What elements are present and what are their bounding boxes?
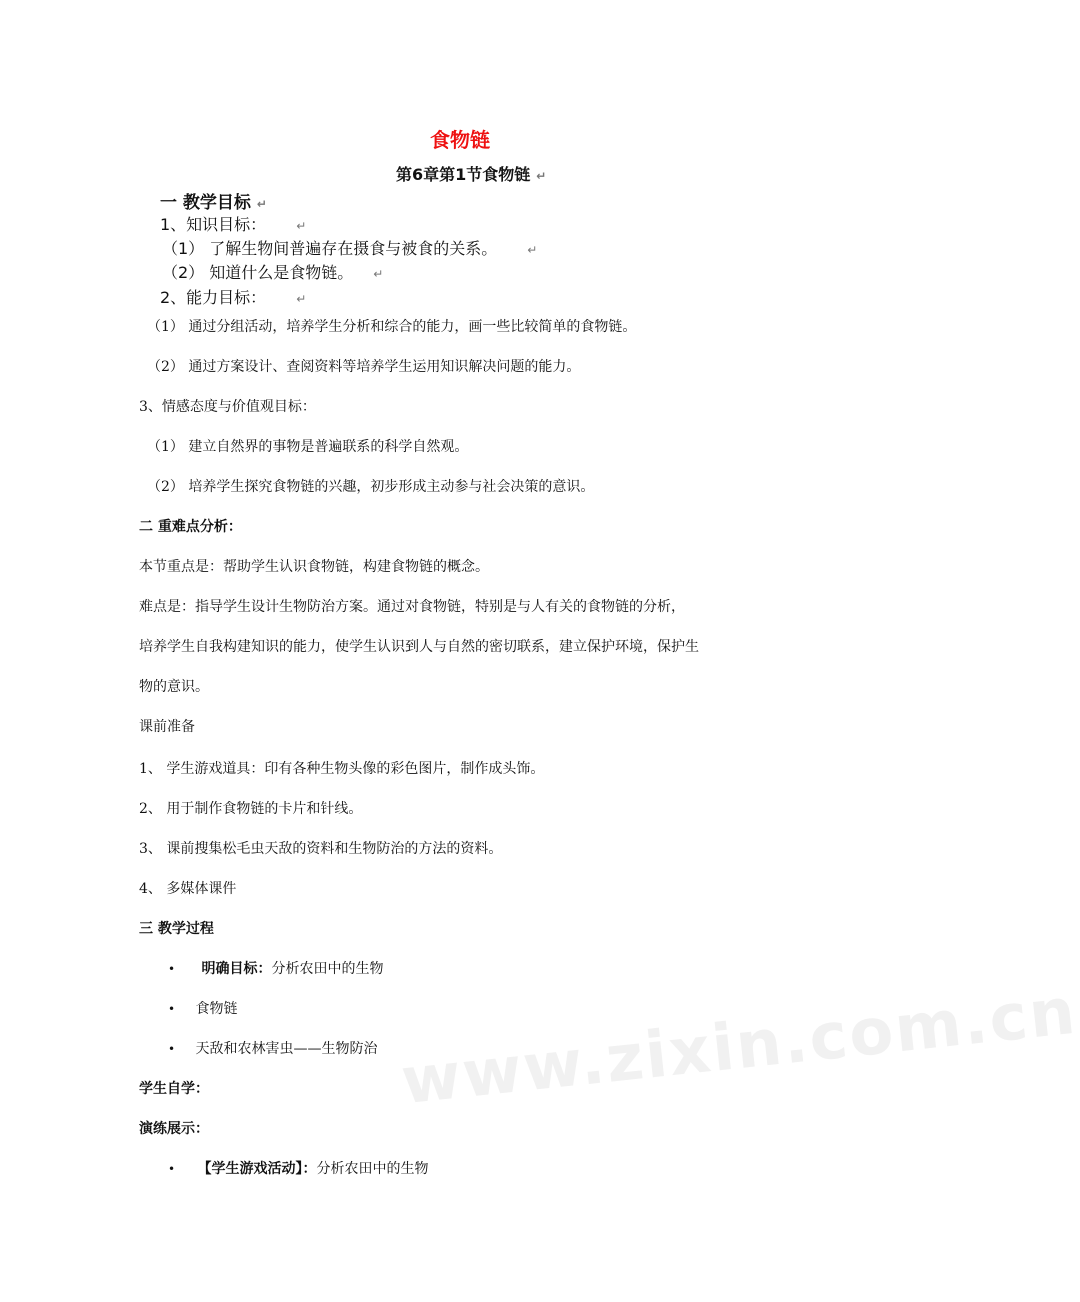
bullet-icon: • (168, 1042, 176, 1056)
emotion-item-2: （2） 培养学生探究食物链的兴趣，初步形成主动参与社会决策的意识。 (147, 479, 595, 495)
prep-item-4: 4、 多媒体课件 (139, 881, 237, 897)
knowledge-item-1: （1） 了解生物间普遍存在摄食与被食的关系。 ↵ (162, 239, 538, 258)
bullet-icon: • (168, 1002, 176, 1016)
ability-item-1: （1） 通过分组活动，培养学生分析和综合的能力，画一些比较简单的食物链。 (147, 319, 637, 335)
bullet-icon: • (168, 1162, 176, 1176)
ability-item-2: （2） 通过方案设计、查阅资料等培养学生运用知识解决问题的能力。 (147, 359, 581, 375)
section3-heading: 三 教学过程 (139, 921, 214, 937)
prep-item-3: 3、 课前搜集松毛虫天敌的资料和生物防治的方法的资料。 (139, 841, 503, 857)
difficult-point-line-1: 难点是：指导学生设计生物防治方案。通过对食物链，特别是与人有关的食物链的分析， (139, 599, 685, 615)
section2-heading: 二 重难点分析： (139, 519, 242, 535)
emotion-item-1: （1） 建立自然界的事物是普遍联系的科学自然观。 (147, 439, 469, 455)
section1-heading: 一 教学目标 ↵ (160, 193, 267, 213)
process-item-1: • 明确目标：分析农田中的生物 (168, 961, 384, 977)
key-point-text: 本节重点是：帮助学生认识食物链，构建食物链的概念。 (139, 559, 489, 575)
ability-heading: 2、能力目标： ↵ (160, 288, 307, 307)
difficult-point-line-2: 培养学生自我构建知识的能力，使学生认识到人与自然的密切联系，建立保护环境，保护生 (139, 639, 699, 655)
process-item-4: • 【学生游戏活动】：分析农田中的生物 (168, 1161, 429, 1177)
bullet-icon: • (168, 962, 176, 976)
practice-heading: 演练展示： (139, 1121, 209, 1137)
prep-item-1: 1、 学生游戏道具：印有各种生物头像的彩色图片，制作成头饰。 (139, 761, 545, 777)
difficult-point-line-3: 物的意识。 (139, 679, 209, 695)
prep-heading: 课前准备 (139, 719, 195, 735)
process-item-2: • 食物链 (168, 1001, 238, 1017)
emotion-heading: 3、情感态度与价值观目标： (139, 399, 316, 415)
knowledge-item-2: （2） 知道什么是食物链。 ↵ (162, 263, 384, 282)
document-title: 食物链 (430, 128, 490, 152)
self-study-heading: 学生自学： (139, 1081, 209, 1097)
process-item-3: • 天敌和农林害虫——生物防治 (168, 1041, 378, 1057)
watermark-text: www.zixin.com.cn (397, 974, 1080, 1120)
knowledge-heading: 1、知识目标： ↵ (160, 215, 307, 234)
prep-item-2: 2、 用于制作食物链的卡片和针线。 (139, 801, 363, 817)
document-subtitle: 第6章第1节食物链 ↵ (396, 165, 547, 184)
